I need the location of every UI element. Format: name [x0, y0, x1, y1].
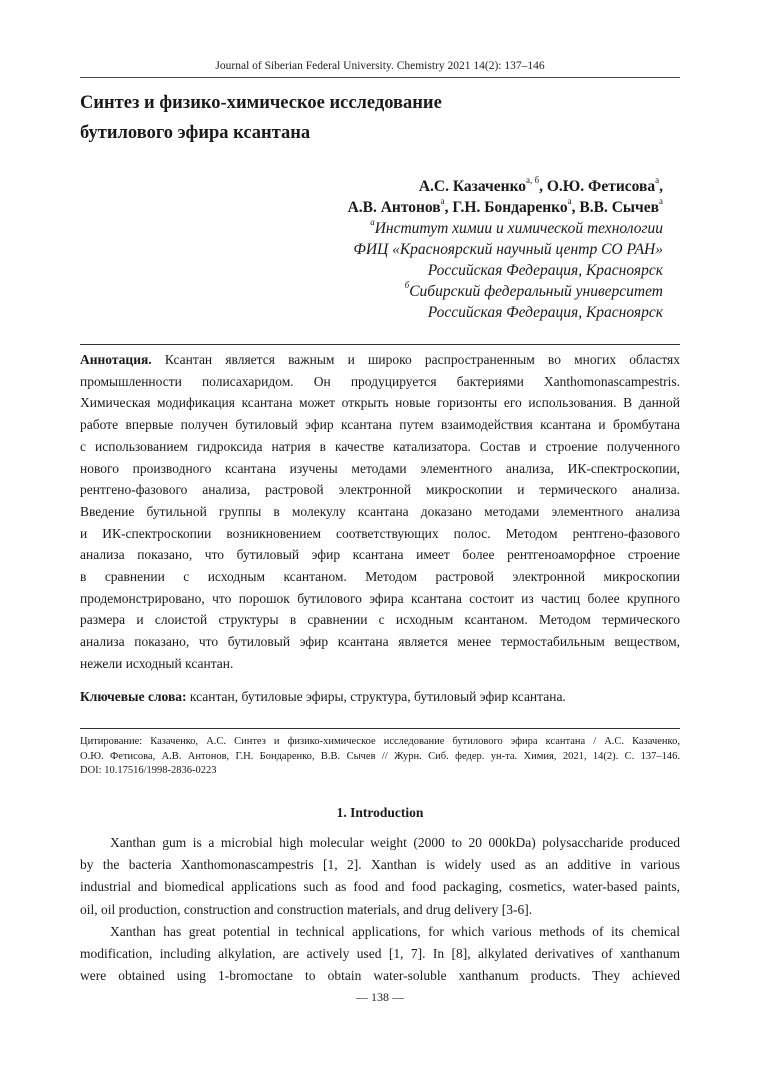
abstract-line: промышленности полисахаридом. Он продуцируется бактериями Xanthomonascampestris. — [80, 373, 680, 389]
affiliation-text: Сибирский федеральный университет — [409, 283, 663, 300]
abstract-line: Введение бутильной группы в молекулу ксантана доказано методами элементного анализа — [80, 503, 680, 519]
affiliation-mark: а — [440, 196, 445, 206]
introduction-body — [80, 832, 680, 987]
abstract-line: анализа показано, что бутиловый эфир ксантана является менее термостабильным веществом, — [80, 634, 680, 650]
body-line: industrial and biomedical applications such as food and food packaging, cosmetics, water-based paints, — [80, 879, 680, 895]
affiliation-mark: а — [655, 175, 660, 185]
authors-block — [348, 176, 663, 323]
affiliation-line — [348, 218, 663, 239]
affiliation-mark: а — [659, 196, 663, 206]
abstract-line: размера и слоистой структуры в сравнении с исходным ксантаном. Методом термического — [80, 612, 680, 628]
article-title — [80, 88, 640, 148]
abstract-line: в сравнении с исходным ксантаном. Методом растровой электронной микроскопии — [80, 569, 680, 585]
citation-line: DOI: 10.17516/1998-2836-0223 — [80, 765, 217, 776]
title-line: Синтез и физико-химическое исследование — [80, 93, 442, 113]
body-line: by the bacteria Xanthomonascampestris [1, 2]. Xanthan is widely used as an additive in various — [80, 857, 680, 873]
affiliation-text: Институт химии и химической технологии — [374, 220, 663, 237]
page-number: — 138 — — [356, 990, 404, 1004]
affiliation-mark: а — [370, 217, 375, 227]
abstract-line: с использованием гидроксида натрия в качестве катализатора. Состав и строение полученного — [80, 438, 680, 454]
author-line-1 — [348, 176, 663, 197]
body-line: Xanthan has great potential in technical applications, for which various methods of its chemical — [110, 923, 680, 939]
author-name: , Г.Н. Бондаренко — [444, 199, 568, 216]
abstract-line: нового производного ксантана изучены методами элементного анализа, ИК-спектроскопии, — [80, 460, 680, 476]
affiliation-text: ФИЦ «Красноярский научный центр СО РАН» — [353, 241, 663, 258]
author-name: , О.Ю. Фетисова — [539, 178, 656, 195]
keywords — [80, 687, 680, 707]
author-separator: , — [659, 178, 663, 195]
citation-line: О.Ю. Фетисова, А.В. Антонов, Г.Н. Бондаренко, В.В. Сычев // Журн. Сиб. федер. ун-та. Химия, 2021, 14(2). С. 137–146. — [80, 750, 680, 762]
affiliation-text: Российская Федерация, Красноярск — [427, 304, 663, 321]
title-line: бутилового эфира ксантана — [80, 123, 311, 143]
abstract-text: Ксантан является важным и широко распространенным во многих областях — [151, 352, 680, 367]
citation-line: Цитирование: Казаченко, А.С. Синтез и физико-химическое исследование бутилового эфира ксантана / А.С. Казаченко, — [80, 736, 680, 747]
affiliation-line — [348, 302, 663, 323]
abstract-line: работе впервые получен бутиловый эфир ксантана путем взаимодействия ксантана и бромбутана — [80, 417, 680, 433]
abstract-line — [80, 349, 680, 371]
abstract-line: анализа показано, что бутиловый эфир ксантана имеет более рентгеноаморфное строение — [80, 547, 680, 563]
keywords-text: ксантан, бутиловые эфиры, структура, бутиловый эфир ксантана. — [186, 689, 566, 704]
author-name: А.С. Казаченко — [418, 178, 527, 195]
citation-divider — [80, 728, 680, 729]
abstract-line: рентгено-фазового анализа, растровой электронной микроскопии и термического анализа. — [80, 482, 680, 498]
abstract-top-divider — [80, 344, 680, 345]
affiliation-mark: а, б — [526, 175, 540, 185]
abstract-line: нежели исходный ксантан. — [80, 655, 234, 671]
header-divider — [80, 77, 680, 78]
author-name: А.В. Антонов — [347, 199, 441, 216]
keywords-label: Ключевые слова: — [80, 689, 187, 704]
body-line: were obtained using 1-bromoctane to obtain water-soluble xanthanum products. They achieved — [80, 968, 680, 984]
affiliation-mark: а — [567, 196, 572, 206]
citation-block — [80, 735, 680, 779]
body-line: Xanthan gum is a microbial high molecular weight (2000 to 20 000kDa) polysaccharide produced — [110, 835, 680, 850]
body-line: oil, oil production, construction and construction materials, and drug delivery [3-6]. — [80, 901, 533, 917]
abstract-label: Аннотация. — [80, 352, 152, 367]
affiliation-mark: б — [404, 280, 410, 290]
section-heading: 1. Introduction — [336, 805, 424, 820]
affiliation-line — [348, 260, 663, 281]
affiliation-line — [348, 239, 663, 260]
affiliation-line — [348, 281, 663, 302]
abstract — [80, 349, 680, 675]
abstract-line: Химическая модификация ксантана может открыть новые горизонты его использования. В данной — [80, 395, 680, 411]
abstract-line: и ИК-спектроскопии возникновением соответствующих полос. Методом рентгено-фазового — [80, 525, 680, 541]
body-line: modification, including alkylation, are actively used [1, 7]. In [8], alkylated derivatives of xanthanum — [80, 946, 680, 962]
affiliation-text: Российская Федерация, Красноярск — [427, 262, 663, 279]
author-line-2 — [348, 197, 663, 218]
running-header: Journal of Siberian Federal University. Chemistry 2021 14(2): 137–146 — [215, 60, 545, 72]
abstract-line: продемонстрировано, что порошок бутилового эфира ксантана состоит из частиц более крупного — [80, 590, 680, 606]
author-name: , В.В. Сычев — [571, 199, 659, 216]
